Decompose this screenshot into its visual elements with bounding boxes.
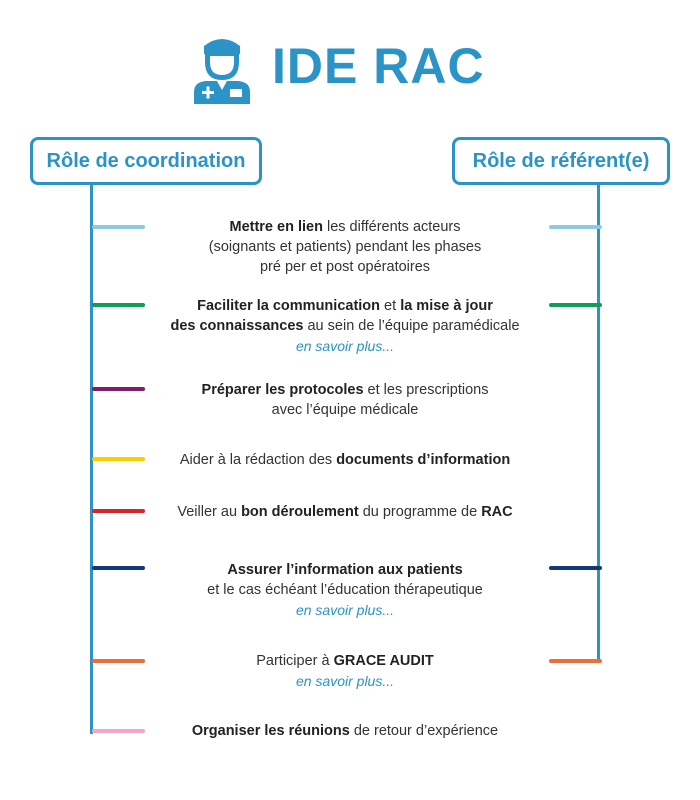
referent-timeline bbox=[597, 182, 600, 662]
role-item bbox=[150, 450, 540, 470]
role-item-line bbox=[150, 400, 540, 420]
role-item-line bbox=[150, 560, 540, 580]
bold-text: GRACE AUDIT bbox=[333, 653, 434, 669]
learn-more-link[interactable]: en savoir plus... bbox=[295, 602, 395, 618]
tick-left-3 bbox=[92, 387, 145, 391]
text: et bbox=[380, 298, 401, 314]
role-item-line bbox=[150, 296, 540, 316]
tick-right-6 bbox=[549, 566, 602, 570]
role-item bbox=[150, 217, 540, 277]
text: pré per et post opératoires bbox=[259, 259, 431, 275]
role-item bbox=[150, 502, 540, 522]
bold-text: la mise à jour bbox=[400, 298, 493, 314]
bold-text: RAC bbox=[481, 504, 513, 520]
tick-right-2 bbox=[549, 303, 602, 307]
bold-text: Assurer l’information aux patients bbox=[227, 562, 463, 578]
text: de retour d’expérience bbox=[349, 723, 499, 739]
text: et le cas échéant l’éducation thérapeutique bbox=[207, 582, 483, 598]
nurse-icon bbox=[190, 34, 254, 104]
role-item-line bbox=[150, 450, 540, 470]
text: Participer à bbox=[256, 653, 334, 669]
role-item bbox=[150, 651, 540, 691]
bold-text: Faciliter la communication bbox=[197, 298, 381, 314]
tick-left-5 bbox=[92, 509, 145, 513]
bold-text: Préparer les protocoles bbox=[201, 382, 364, 398]
text: et les prescriptions bbox=[363, 382, 489, 398]
tick-left-7 bbox=[92, 659, 145, 663]
role-item-line bbox=[150, 502, 540, 522]
tick-right-7 bbox=[549, 659, 602, 663]
tick-right-1 bbox=[549, 225, 602, 229]
role-item bbox=[150, 380, 540, 420]
role-item bbox=[150, 721, 540, 741]
role-item bbox=[150, 560, 540, 620]
role-coordination-box: Rôle de coordination bbox=[30, 137, 262, 185]
text: Aider à la rédaction des bbox=[179, 452, 337, 468]
role-item-line bbox=[150, 580, 540, 600]
bold-text: des connaissances bbox=[170, 318, 304, 334]
role-item-line bbox=[150, 380, 540, 400]
role-item-line bbox=[150, 316, 540, 336]
role-item-line bbox=[150, 257, 540, 277]
text: Veiller au bbox=[177, 504, 242, 520]
text: (soignants et patients) pendant les phases bbox=[208, 239, 482, 255]
bold-text: documents d’information bbox=[336, 452, 511, 468]
role-referent-box: Rôle de référent(e) bbox=[452, 137, 670, 185]
bold-text: Mettre en lien bbox=[229, 219, 323, 235]
role-item-line bbox=[150, 721, 540, 741]
role-item-line bbox=[150, 217, 540, 237]
text: avec l’équipe médicale bbox=[271, 402, 419, 418]
tick-left-1 bbox=[92, 225, 145, 229]
tick-left-4 bbox=[92, 457, 145, 461]
text: au sein de l’équipe paramédicale bbox=[303, 318, 520, 334]
tick-left-8 bbox=[92, 729, 145, 733]
bold-text: Organiser les réunions bbox=[191, 723, 350, 739]
page-title: IDE RAC bbox=[272, 38, 485, 94]
learn-more-link[interactable]: en savoir plus... bbox=[295, 673, 395, 689]
learn-more-link[interactable]: en savoir plus... bbox=[295, 338, 395, 354]
tick-left-6 bbox=[92, 566, 145, 570]
role-item-line bbox=[150, 651, 540, 671]
text: du programme de bbox=[358, 504, 482, 520]
header bbox=[0, 28, 700, 108]
text: les différents acteurs bbox=[322, 219, 461, 235]
tick-left-2 bbox=[92, 303, 145, 307]
role-item bbox=[150, 296, 540, 356]
bold-text: bon déroulement bbox=[241, 504, 359, 520]
role-item-line bbox=[150, 237, 540, 257]
